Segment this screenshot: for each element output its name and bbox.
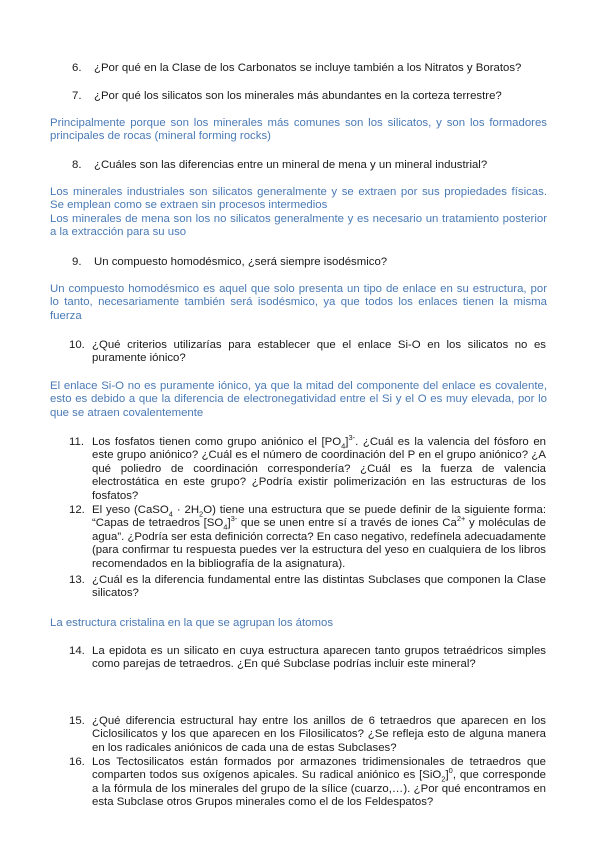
answer-text: Un compuesto homodésmico es aquel que solo presenta un tipo de enlace en su estructura, por lo tanto, necesariamente también será isodésmico, ya que todos los enlaces tienen la misma fuerza [50, 283, 547, 322]
question-number: 14. [69, 645, 85, 657]
answer-7 [50, 117, 547, 144]
question-number: 7. [72, 90, 82, 102]
answer-13 [50, 617, 547, 630]
question-text: Los Tectosilicatos están formados por armazones tridimensionales de tetraedros que comparten todos sus oxígenos apicales. Su radical aniónico es $[SiO_2]^0$, que corresponde a la fórmula de los minerales del grupo de la sílice (cuarzo,…). ¿Por qué encontramos en esta Subclase otros Grupos minerales como el de los Feldespatos? [92, 756, 546, 809]
question-number: 15. [69, 715, 85, 727]
question-6 [72, 62, 546, 75]
answer-text: Los minerales industriales son silicatos generalmente y se extraen por sus propiedades físicas. Se emplean como se extraen sin procesos intermedios [50, 186, 547, 212]
question-number: 12. [69, 504, 85, 516]
answer-text: La estructura cristalina en la que se agrupan los átomos [50, 617, 334, 629]
question-text: ¿Cuáles son las diferencias entre un mineral de mena y un mineral industrial? [94, 159, 488, 171]
question-number: 8. [72, 159, 82, 171]
question-text: ¿Por qué los silicatos son los minerales más abundantes en la corteza terrestre? [94, 90, 502, 102]
question-number: 16. [69, 756, 85, 768]
question-8 [72, 159, 546, 172]
answer-text: El enlace Si-O no es puramente iónico, ya que la mitad del componente del enlace es covalente, esto es debido a que la diferencia de electronegatividad entre el Si y el O es muy elevada, por lo que se atraen covalentemente [50, 380, 547, 419]
question-text: ¿Cuál es la diferencia fundamental entre las distintas Subclases que componen la Clase silicatos? [92, 574, 546, 600]
question-number: 9. [72, 256, 82, 268]
question-12 [69, 504, 547, 571]
answer-8 [50, 186, 547, 240]
question-14 [69, 645, 546, 672]
question-text: ¿Qué criterios utilizarías para establecer que el enlace Si-O en los silicatos no es puramente iónico? [92, 339, 546, 365]
question-10 [69, 339, 546, 366]
question-text: La epidota es un silicato en cuya estructura aparecen tanto grupos tetraédricos simples como parejas de tetraedros. ¿En qué Subclase podrías incluir este mineral? [92, 645, 546, 671]
question-number: 6. [72, 62, 82, 74]
answer-text: Principalmente porque son los minerales más comunes son los silicatos, y son los formadores principales de rocas (mineral forming rocks) [50, 117, 547, 143]
question-15 [69, 715, 546, 755]
question-number: 10. [69, 339, 85, 351]
question-text: ¿Por qué en la Clase de los Carbonatos se incluye también a los Nitratos y Boratos? [94, 62, 522, 74]
question-13 [69, 574, 546, 601]
question-text: Un compuesto homodésmico, ¿será siempre isodésmico? [94, 256, 388, 268]
question-text: Los fosfatos tienen como grupo aniónico el $[PO_4]^{3-}$. ¿Cuál es la valencia del fósforo en este grupo aniónico? ¿Cuál es el número de coordinación del P en el grupo aniónico? ¿A qué poliedro de coordinación correspondería? ¿Cuál es la fuerza de valencia electrostática en este grupo? ¿Podría existir polimerización en las estructuras de los fosfatos? [92, 433, 546, 502]
question-number: 11. [69, 436, 84, 448]
question-11 [69, 433, 546, 503]
answer-10 [50, 380, 547, 420]
question-text: El yeso (CaSO$_4$ · $2H_2O$) tiene una estructura que se puede definir de la siguiente forma: “Capas de tetraedros $[SO_4]^{3-}$ que se unen entre sí a través de iones $Ca^{2+}$ y moléculas de agua”. ¿Podría ser esta definición correcta? En caso negativo, redefínela adecuadamente (para confirmar tu respuesta puedes ver la estructura del yeso en cualquiera de los libros recomendados en la bibliografía de la asignatura). [92, 504, 547, 570]
question-number: 13. [69, 574, 85, 586]
answer-9 [50, 283, 547, 323]
question-9 [72, 256, 546, 269]
answer-text: Los minerales de mena son los no silicatos generalmente y es necesario un tratamiento posterior a la extracción para su uso [50, 212, 547, 239]
question-16 [69, 756, 546, 810]
question-text: ¿Qué diferencia estructural hay entre los anillos de 6 tetraedros que aparecen en los Ciclosilicatos y los que aparecen en los Filosilicatos? ¿Se refleja esto de alguna manera en los radicales aniónicos de cada una de estas Subclases? [92, 715, 546, 754]
question-7 [72, 90, 546, 103]
